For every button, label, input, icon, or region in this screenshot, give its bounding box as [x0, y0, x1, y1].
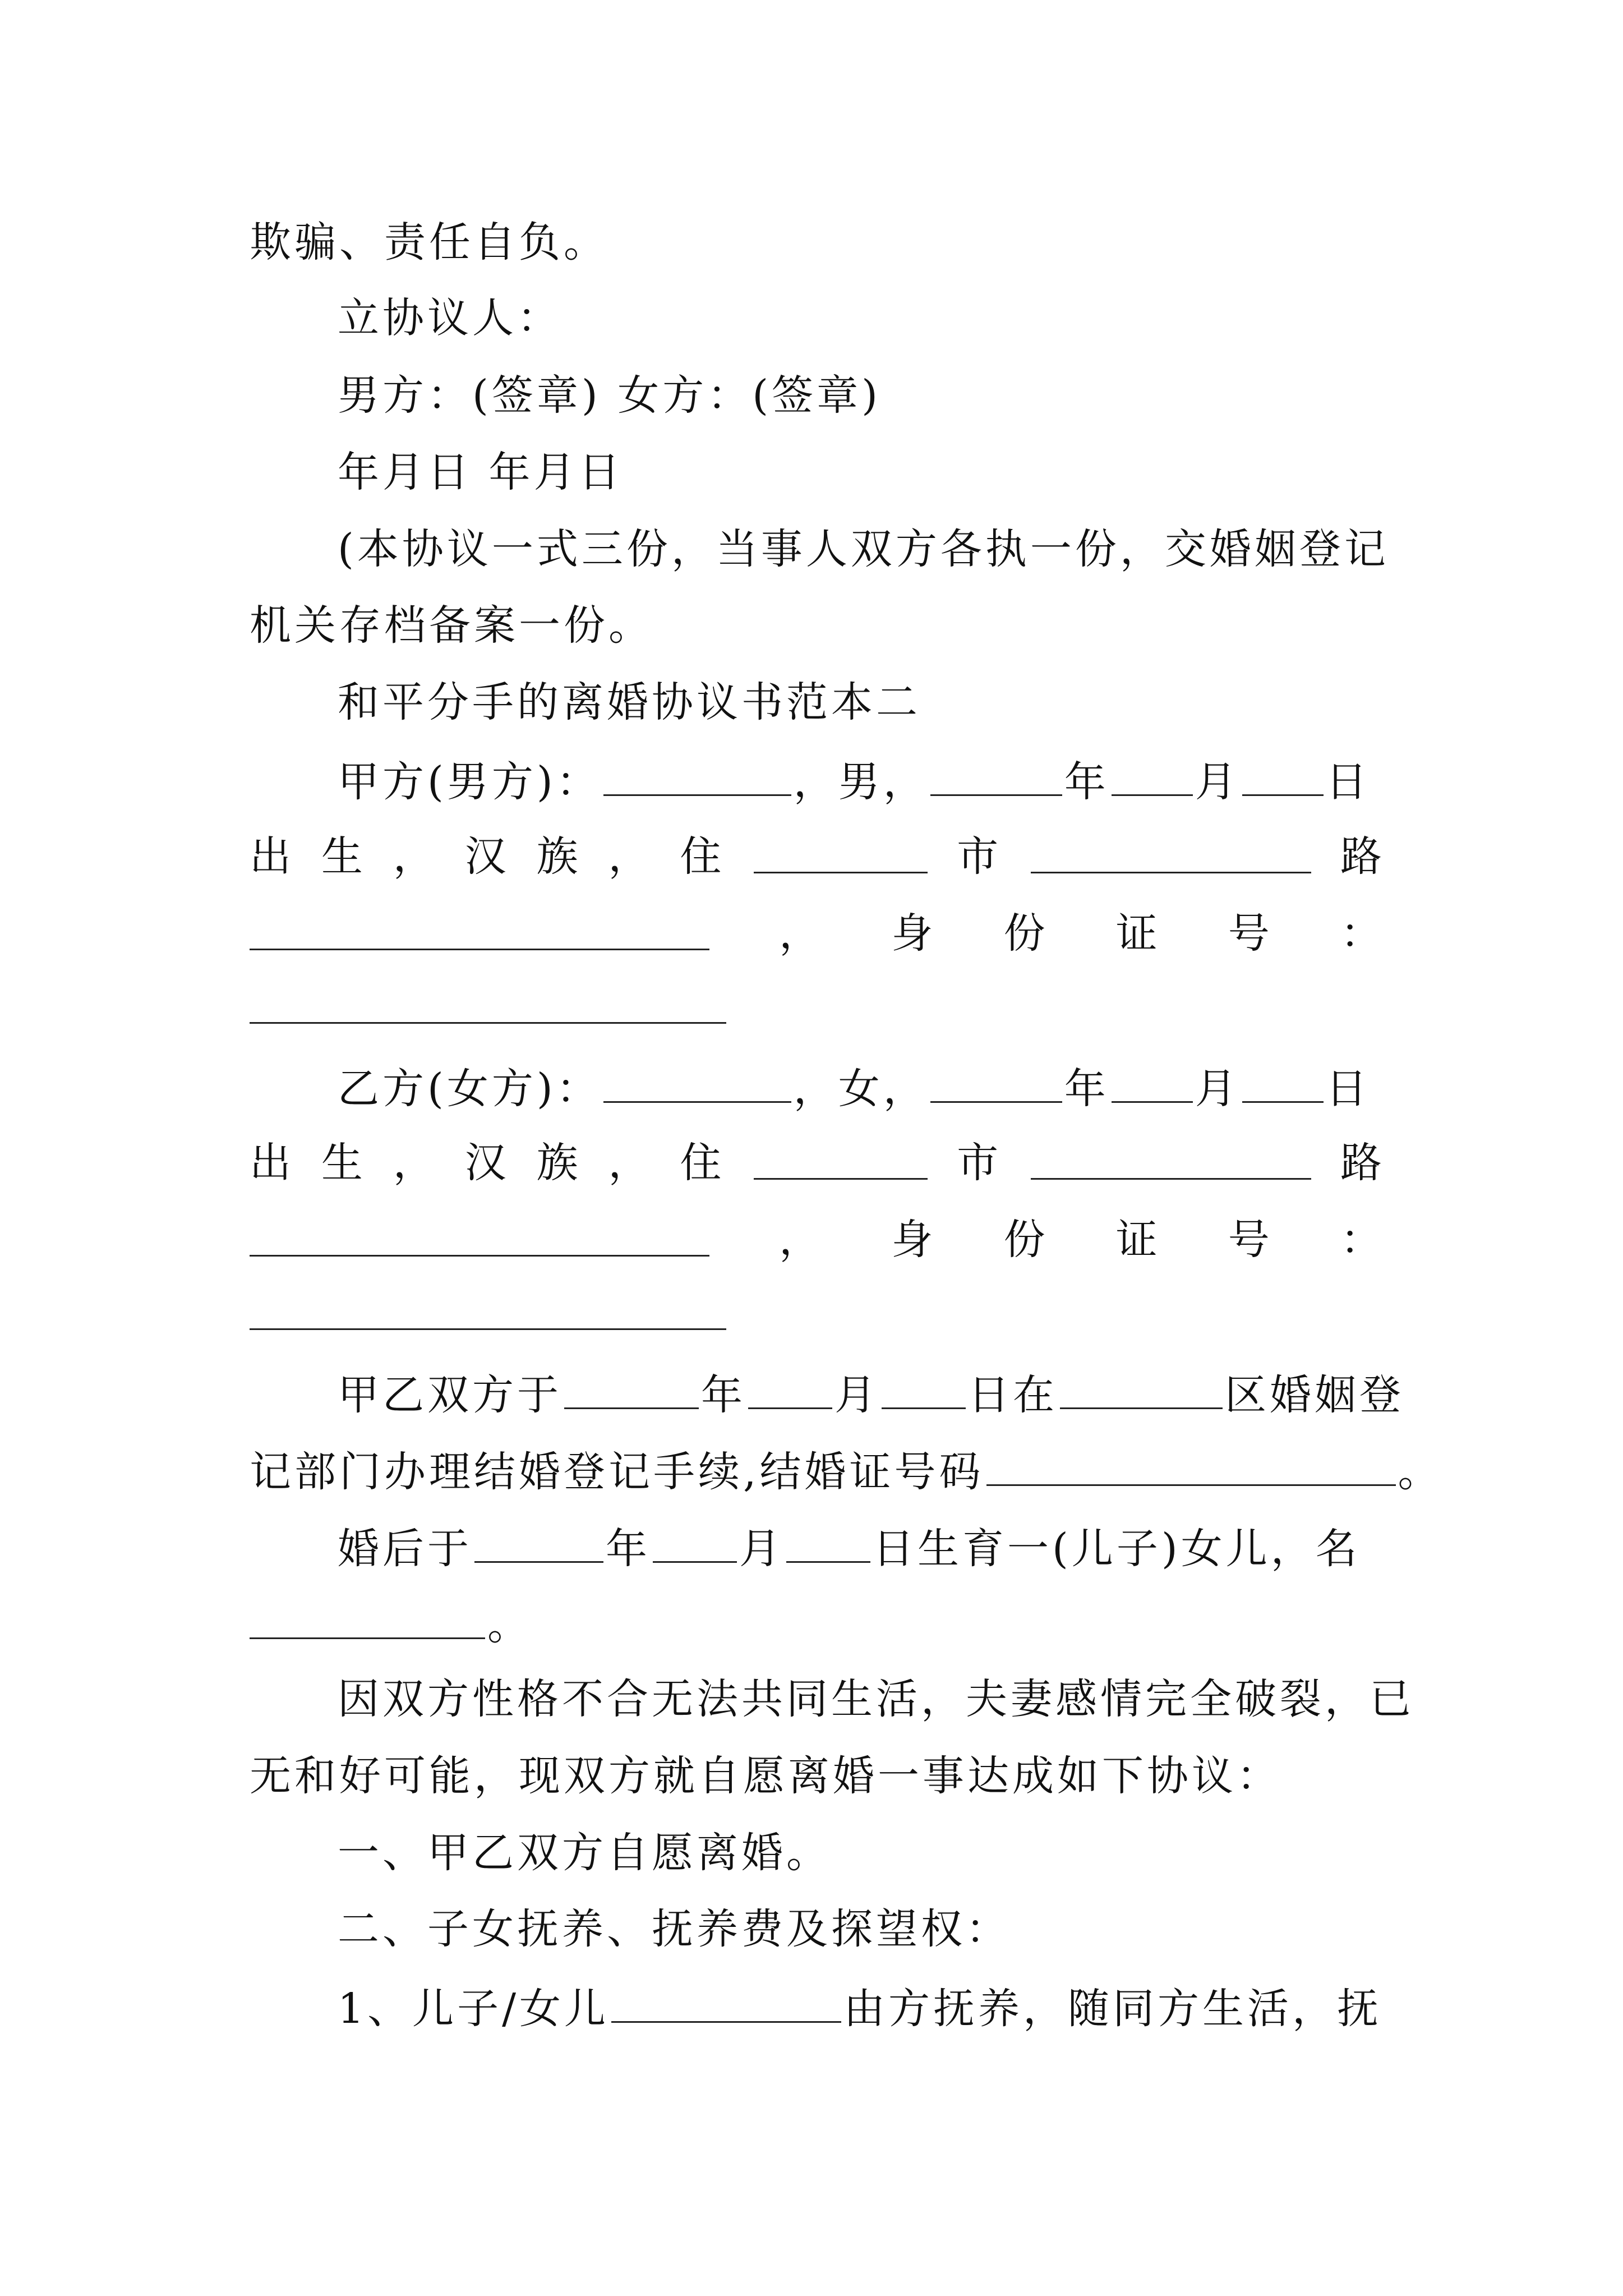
city-blank [754, 1142, 928, 1180]
party-b-id-line [250, 1216, 1385, 1264]
address-blank [250, 913, 709, 950]
text-line: 男方：(签章) 女方：(签章) [338, 371, 882, 420]
day-text: 日 [1325, 758, 1371, 806]
gender-text: ，男， [793, 758, 928, 806]
char: ， [608, 1139, 653, 1187]
text: 月 [739, 1525, 784, 1573]
char: 路 [1340, 1139, 1385, 1187]
char: 汉 [464, 832, 510, 881]
month-blank [1112, 758, 1193, 796]
section-heading: 和平分手的离婚协议书范本二 [338, 678, 921, 726]
char: ： [1340, 1216, 1385, 1264]
road-blank [1031, 836, 1311, 873]
text: 。 [487, 1601, 532, 1649]
char: 族 [536, 832, 582, 881]
child-birth-line [338, 1525, 1361, 1573]
text-line: 无和好可能，现双方就自愿离婚一事达成如下协议： [250, 1752, 1281, 1800]
child-name-blank [611, 1985, 841, 2023]
party-a-label: 甲方(男方)： [338, 758, 601, 806]
year-blank [930, 1065, 1062, 1103]
text: 年 [606, 1525, 651, 1573]
char: 份 [1003, 1216, 1049, 1264]
party-b-label: 乙方(女方)： [338, 1065, 601, 1113]
text: 区婚姻登 [1225, 1371, 1404, 1419]
char: 证 [1115, 909, 1161, 958]
id-number-blank [250, 1328, 726, 1330]
certificate-number-blank [986, 1448, 1396, 1486]
year-text: 年 [1064, 1065, 1109, 1113]
name-blank [603, 758, 791, 796]
child-name-line [250, 1601, 532, 1649]
char: 号 [1228, 909, 1273, 958]
char: 出 [250, 832, 294, 881]
char: 住 [680, 832, 725, 881]
char: 路 [1340, 832, 1385, 881]
road-blank [1031, 1142, 1311, 1180]
text: 日在 [968, 1371, 1058, 1419]
text-line: 因双方性格不合无法共同生活，夫妻感情完全破裂，已 [338, 1675, 1414, 1723]
text: 日生育一(儿子)女儿，名 [873, 1525, 1361, 1573]
text-line: 欺骗、责任自负。 [250, 218, 608, 266]
text-line: 一、甲乙双方自愿离婚。 [338, 1829, 831, 1877]
char: 族 [536, 1139, 582, 1187]
city-blank [754, 836, 928, 873]
text: 由方抚养，随同方生活，抚 [843, 1985, 1382, 2033]
certificate-line [250, 1448, 1443, 1496]
month-text: 月 [1195, 1065, 1240, 1113]
text-line: 年月日 年月日 [338, 448, 624, 496]
char: 证 [1115, 1216, 1161, 1264]
text: 甲乙双方于 [338, 1371, 562, 1419]
party-b-address-line [250, 1139, 1385, 1187]
char: ， [779, 909, 824, 958]
text: 月 [834, 1371, 879, 1419]
name-blank [603, 1065, 791, 1103]
party-a-id-line [250, 909, 1385, 958]
year-blank [564, 1372, 699, 1409]
year-blank [930, 758, 1062, 796]
day-blank [1242, 1065, 1324, 1103]
month-blank [653, 1525, 737, 1563]
char: 市 [957, 1139, 1002, 1187]
party-a-line [338, 758, 1371, 806]
text-line: 二、子女抚养、抚养费及探望权： [338, 1905, 1011, 1953]
year-text: 年 [1064, 758, 1109, 806]
char: 汉 [464, 1139, 510, 1187]
year-blank [474, 1525, 603, 1563]
char: 出 [250, 1139, 294, 1187]
text: 1、儿子/女儿 [338, 1985, 610, 2033]
day-blank [786, 1525, 870, 1563]
text-line: 机关存档备案一份。 [250, 601, 653, 650]
char: 市 [957, 832, 1002, 881]
party-b-line [338, 1065, 1371, 1113]
text: 。 [1398, 1448, 1443, 1496]
child-name-blank [250, 1602, 485, 1639]
id-number-blank [250, 1022, 726, 1024]
day-blank [882, 1372, 966, 1409]
day-blank [1242, 758, 1324, 796]
registration-line [338, 1371, 1404, 1419]
char: 号 [1228, 1216, 1273, 1264]
district-blank [1060, 1372, 1223, 1409]
char: 份 [1003, 909, 1049, 958]
char: ： [1340, 909, 1385, 958]
month-text: 月 [1195, 758, 1240, 806]
text-line: 立协议人： [338, 294, 562, 342]
char: 生 [321, 1139, 366, 1187]
day-text: 日 [1325, 1065, 1371, 1113]
custody-line [338, 1985, 1382, 2033]
char: 生 [321, 832, 366, 881]
month-blank [748, 1372, 832, 1409]
text: 记部门办理结婚登记手续,结婚证号码 [250, 1448, 984, 1496]
party-a-address-line [250, 832, 1385, 881]
char: ， [393, 1139, 438, 1187]
text-line: (本协议一式三份，当事人双方各执一份，交婚姻登记 [338, 525, 1389, 573]
address-blank [250, 1219, 709, 1257]
char: ， [608, 832, 653, 881]
char: 身 [891, 1216, 937, 1264]
char: ， [779, 1216, 824, 1264]
char: 住 [680, 1139, 725, 1187]
text: 年 [701, 1371, 746, 1419]
month-blank [1112, 1065, 1193, 1103]
char: 身 [891, 909, 937, 958]
gender-text: ，女， [793, 1065, 928, 1113]
text: 婚后于 [338, 1525, 472, 1573]
char: ， [393, 832, 438, 881]
